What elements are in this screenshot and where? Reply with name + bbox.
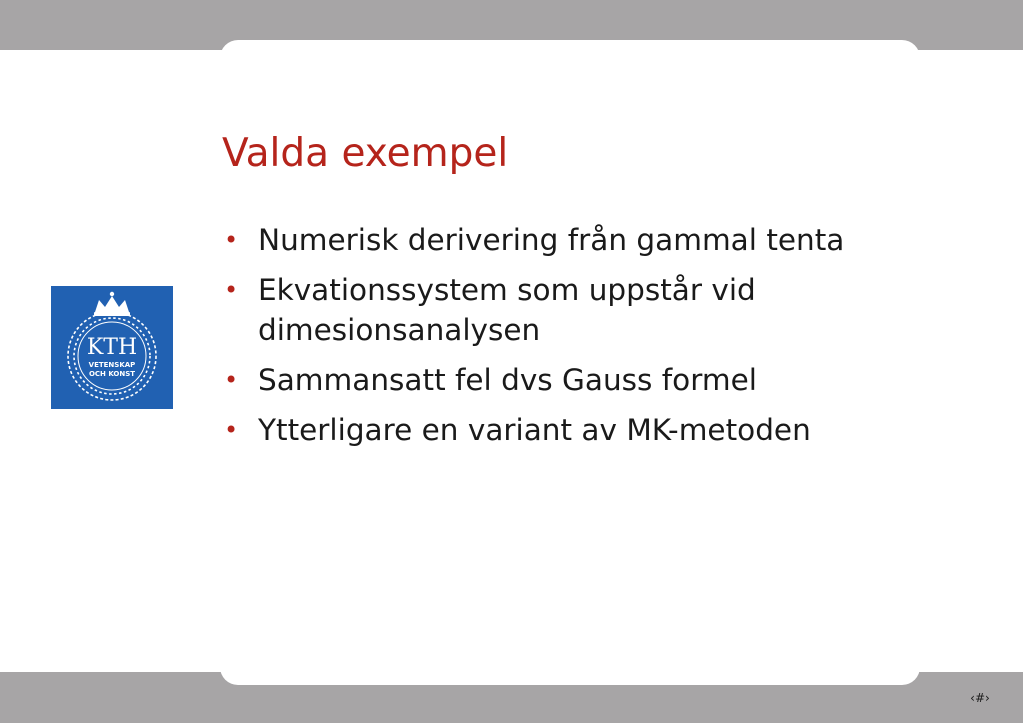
logo-text-line1: VETENSKAP — [88, 361, 136, 369]
slide-number: ‹#› — [970, 691, 990, 705]
crown-icon — [94, 292, 130, 316]
kth-logo — [51, 286, 173, 409]
bullet-item — [224, 410, 864, 450]
bullet-icon: • — [224, 226, 239, 254]
bullet-item — [224, 220, 864, 260]
bullet-item — [224, 360, 864, 400]
logo-text-line2: OCH KONST — [88, 370, 136, 378]
bullet-text: Numerisk derivering från gammal tenta — [258, 223, 845, 257]
bullet-list — [224, 220, 864, 460]
bullet-text: Sammansatt fel dvs Gauss formel — [258, 363, 757, 397]
bullet-icon: • — [224, 276, 239, 304]
logo-text-main: KTH — [86, 335, 138, 360]
bullet-icon: • — [224, 416, 239, 444]
bullet-text: Ytterligare en variant av MK-metoden — [258, 413, 811, 447]
bullet-text: Ekvationssystem som uppstår vid dimesionsanalysen — [258, 273, 756, 347]
bullet-item — [224, 270, 864, 350]
slide-title: Valda exempel — [222, 131, 509, 176]
bullet-icon: • — [224, 366, 239, 394]
kth-logo-icon — [51, 286, 173, 409]
